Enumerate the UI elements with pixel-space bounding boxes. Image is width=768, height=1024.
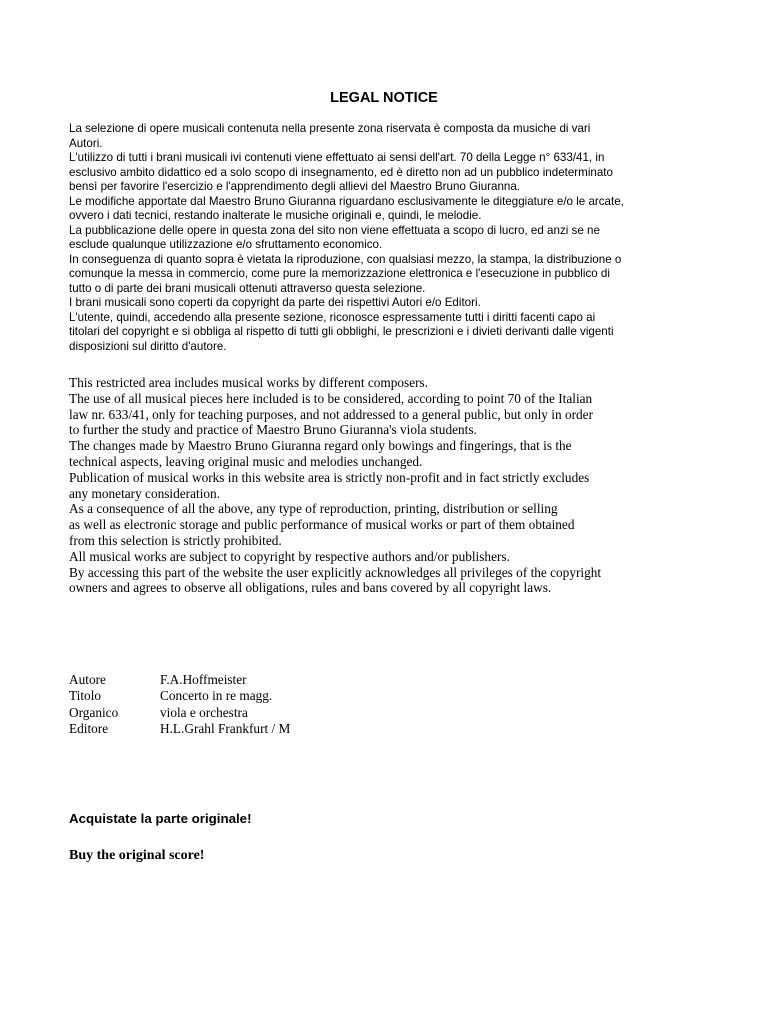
english-notice-line: This restricted area includes musical works by different composers. <box>69 375 429 390</box>
italian-notice-line: titolari del copyright e si obbliga al rispetto di tutti gli obblighi, le prescrizioni e i divieti derivanti dalle vigenti <box>69 325 614 338</box>
work-info-value: viola e orchestra <box>160 704 248 720</box>
english-notice-line: As a consequence of all the above, any type of reproduction, printing, distribution or selling <box>69 501 558 517</box>
work-info-key: Titolo <box>69 688 102 704</box>
italian-notice-line: La pubblicazione delle opere in questa zona del sito non viene effettuata a scopo di lucro, ed anzi se ne <box>69 223 600 237</box>
work-info-key: Editore <box>69 720 109 736</box>
work-info-row-title <box>69 688 290 704</box>
english-notice-line: Publication of musical works in this website area is strictly non-profit and in fact strictly excludes <box>69 469 590 485</box>
italian-notice-line: ovvero i dati tecnici, restando inalterate le musiche originali e, quindi, le melodie. <box>69 209 482 222</box>
english-notice <box>69 375 709 596</box>
english-notice-line: owners and agrees to observe all obligations, rules and bans covered by all copyright laws. <box>69 580 552 596</box>
italian-notice-line: I brani musicali sono coperti da copyright da parte dei rispettivi Autori e/o Editori. <box>69 296 481 309</box>
work-info-value: Concerto in re magg. <box>160 688 273 704</box>
work-info-row-author <box>69 672 290 688</box>
work-info-key: Autore <box>69 672 106 687</box>
buy-original-english: Buy the original score! <box>69 848 205 863</box>
english-notice-line: from this selection is strictly prohibited. <box>69 532 282 548</box>
italian-notice-line: La selezione di opere musicali contenuta nella presente zona riservata è composta da musiche di vari <box>69 122 591 135</box>
italian-notice-line: esclude qualunque utilizzazione e/o sfruttamento economico. <box>69 238 383 251</box>
page-title: LEGAL NOTICE <box>330 90 438 106</box>
italian-notice-line: bensì per favorire l'esercizio e l'apprendimento degli allievi del Maestro Bruno Giuranna. <box>69 180 521 193</box>
english-notice-line: All musical works are subject to copyright by respective authors and/or publishers. <box>69 548 510 564</box>
italian-notice-line: L'utilizzo di tutti i brani musicali ivi contenuti viene effettuato ai sensi dell'art. 70 della Legge n° 633/41, in <box>69 151 605 164</box>
english-notice-line: By accessing this part of the website the user explicitly acknowledges all privileges of the copyright <box>69 564 602 580</box>
english-notice-line: technical aspects, leaving original music and melodies unchanged. <box>69 453 423 469</box>
italian-notice-line: In conseguenza di quanto sopra è vietata la riproduzione, con qualsiasi mezzo, la stampa, la distribuzione o <box>69 252 622 266</box>
italian-notice-line: Le modifiche apportate dal Maestro Bruno Giuranna riguardano esclusivamente le diteggiature e/o le arcate, <box>69 194 624 208</box>
work-info-row-scoring <box>69 705 290 721</box>
work-info-table <box>69 672 290 737</box>
english-notice-line: The use of all musical pieces here included is to be considered, according to point 70 of the Italian <box>69 390 593 406</box>
work-info-value: H.L.Grahl Frankfurt / M <box>160 720 291 736</box>
work-info-key: Organico <box>69 704 119 720</box>
english-notice-line: any monetary consideration. <box>69 485 221 501</box>
italian-notice-line: L'utente, quindi, accedendo alla presente sezione, riconosce espressamente tutti i diritti facenti capo ai <box>69 310 596 324</box>
italian-notice-line: tutto o di parte dei brani musicali ottenuti attraverso questa selezione. <box>69 281 426 295</box>
italian-notice-line: disposizioni sul diritto d'autore. <box>69 339 227 353</box>
italian-notice-line: Autori. <box>69 136 103 150</box>
buy-original-italian: Acquistate la parte originale! <box>69 811 252 826</box>
italian-notice <box>69 122 709 354</box>
english-notice-line: as well as electronic storage and public performance of musical works or part of them obtained <box>69 517 575 533</box>
english-notice-line: to further the study and practice of Maestro Bruno Giuranna's viola students. <box>69 422 477 438</box>
italian-notice-line: comunque la messa in commercio, come pure la memorizzazione elettronica e l'esecuzione in pubblico di <box>69 267 610 280</box>
english-notice-line: law nr. 633/41, only for teaching purposes, and not addressed to a general public, but only in order <box>69 406 593 422</box>
work-info-value: F.A.Hoffmeister <box>160 672 247 687</box>
english-notice-line: The changes made by Maestro Bruno Giuranna regard only bowings and fingerings, that is the <box>69 438 572 454</box>
italian-notice-line: esclusivo ambito didattico ed a solo scopo di insegnamento, ed è diretto non ad un pubblico indeterminato <box>69 165 613 179</box>
work-info-row-publisher <box>69 721 290 737</box>
